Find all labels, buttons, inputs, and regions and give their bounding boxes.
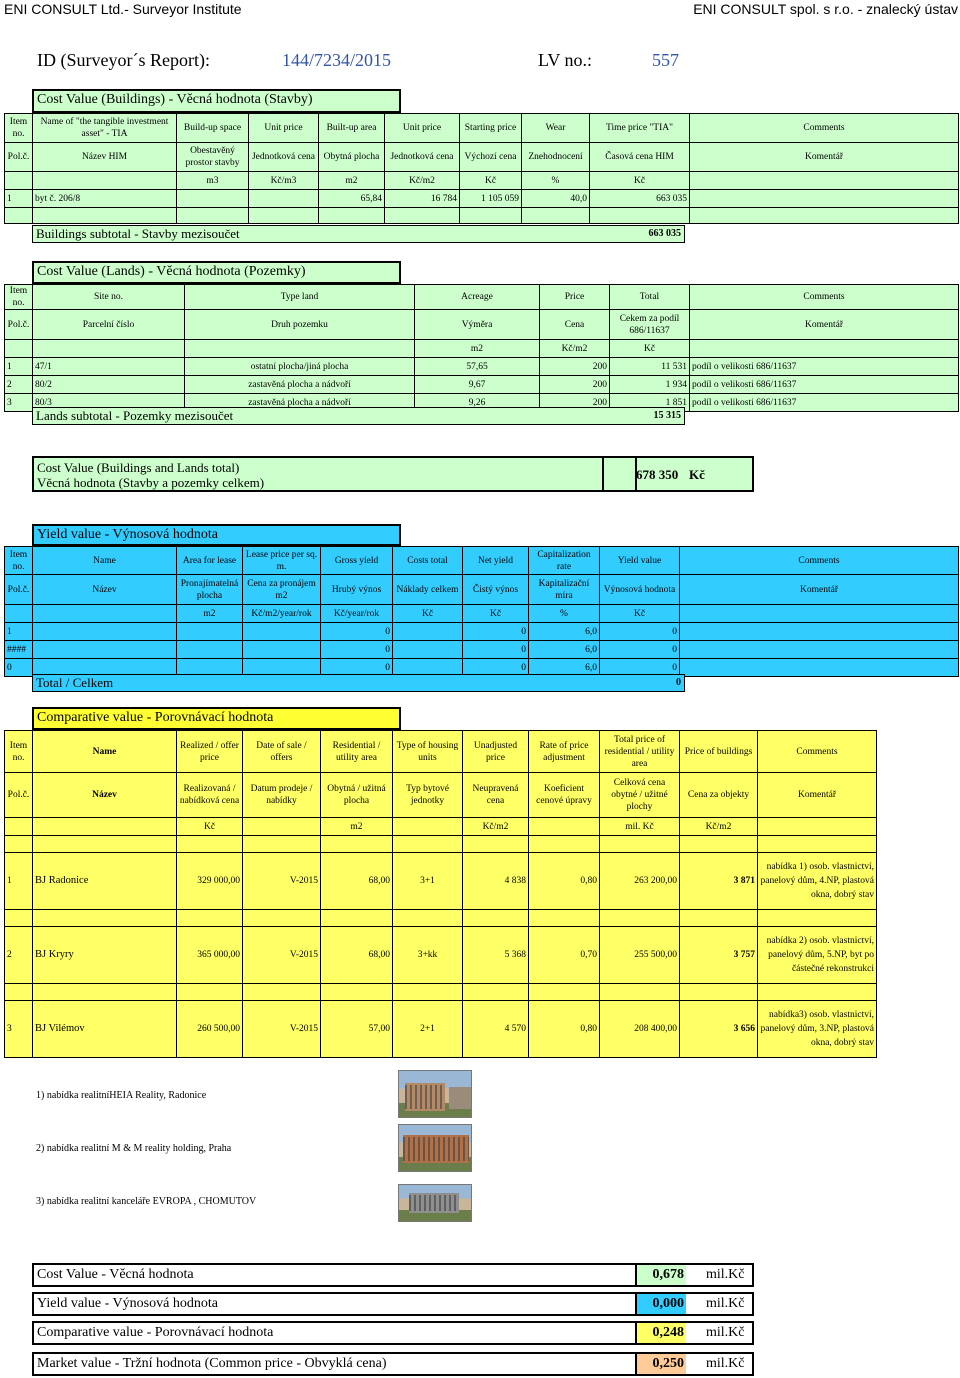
- table-cell: 663 035: [590, 190, 690, 208]
- unit-cell: [33, 605, 177, 623]
- table-cell: 68,00: [321, 927, 393, 984]
- table-cell: 47/1: [33, 358, 185, 376]
- header-cell: Cena za pronájem m2: [243, 575, 321, 605]
- unit-cell: %: [529, 605, 600, 623]
- table-cell: 40,0: [522, 190, 590, 208]
- table-cell: V-2015: [243, 1001, 321, 1058]
- header-cell: Comments: [690, 114, 959, 143]
- table-row: [5, 927, 877, 984]
- header-cell: Znehodnocení: [522, 143, 590, 172]
- unit-cell: [185, 340, 415, 358]
- buildings-subtotal: [32, 225, 685, 243]
- header-cell: Výchozí cena: [460, 143, 522, 172]
- header-cell: Total price of residential / utility area: [600, 731, 680, 773]
- table-cell: 3+1: [393, 853, 463, 910]
- buildings-units: [5, 172, 959, 190]
- table-cell: 2: [5, 376, 33, 394]
- header-cell: Comments: [680, 547, 959, 575]
- table-cell: 0: [600, 659, 680, 677]
- unit-cell: Kč: [600, 605, 680, 623]
- table-cell: zastavěná plocha a nádvoří: [185, 376, 415, 394]
- header-cell: Obestavěný prostor stavby: [177, 143, 249, 172]
- unit-cell: [243, 818, 321, 836]
- table-cell: ostatní plocha/jiná plocha: [185, 358, 415, 376]
- table-cell: 6,0: [529, 623, 600, 641]
- unit-cell: Kč/year/rok: [321, 605, 393, 623]
- table-cell: 57,00: [321, 1001, 393, 1058]
- lv-label: LV no.:: [538, 50, 593, 70]
- cost-total-line1: Cost Value (Buildings and Lands total): [37, 460, 240, 475]
- unit-cell: [5, 172, 33, 190]
- lands-subtotal-label: Lands subtotal - Pozemky mezisoučet: [36, 408, 234, 423]
- table-cell: 2+1: [393, 1001, 463, 1058]
- offer-note-1: 1) nabídka realitníHEIA Reality, Radonice: [36, 1090, 207, 1101]
- report-id-value: 144/7234/2015: [282, 50, 392, 70]
- header-cell: Čistý výnos: [463, 575, 529, 605]
- table-cell: [680, 641, 959, 659]
- unit-cell: [5, 340, 33, 358]
- header-cell: Celková cena obytné / užitné plochy: [600, 773, 680, 818]
- table-row: [5, 1001, 877, 1058]
- table-cell: 0: [321, 623, 393, 641]
- table-cell: 2: [5, 927, 33, 984]
- unit-cell: m2: [415, 340, 540, 358]
- header-cell: Realized / offer price: [177, 731, 243, 773]
- header-cell: Výměra: [415, 310, 540, 340]
- summary-value: 0,678: [637, 1265, 686, 1285]
- cost-total-line2: Věcná hodnota (Stavby a pozemky celkem): [37, 475, 265, 490]
- table-row: [5, 641, 959, 659]
- table-cell: 0: [600, 641, 680, 659]
- table-cell: 329 000,00: [177, 853, 243, 910]
- table-cell: 0: [5, 659, 33, 677]
- unit-cell: Kč: [460, 172, 522, 190]
- header-cell: Výnosová hodnota: [600, 575, 680, 605]
- table-cell: 57,65: [415, 358, 540, 376]
- table-cell: 0: [463, 641, 529, 659]
- header-cell: Obytná / užitná plocha: [321, 773, 393, 818]
- header-cell: Starting price: [460, 114, 522, 143]
- header-cell: Neupravená cena: [463, 773, 529, 818]
- table-cell: podíl o velikosti 686/11637: [690, 358, 959, 376]
- yield-total-label: Total / Celkem: [36, 675, 114, 690]
- table-cell: [243, 623, 321, 641]
- summary-unit: mil.Kč: [706, 1267, 745, 1282]
- table-cell: 1 851: [610, 394, 690, 412]
- header-cell: Price: [540, 285, 610, 310]
- comparative-table: [4, 730, 877, 1058]
- offer-photo-3: [398, 1184, 472, 1222]
- table-cell: [177, 623, 243, 641]
- lands-title: Cost Value (Lands) - Věcná hodnota (Pozemky): [32, 261, 401, 284]
- summary-unit: mil.Kč: [706, 1356, 745, 1371]
- table-cell: 0: [463, 659, 529, 677]
- unit-cell: Kč: [610, 340, 690, 358]
- table-cell: zastavěná plocha a nádvoří: [185, 394, 415, 412]
- header-cell: Cena za objekty: [680, 773, 758, 818]
- summary-comparative: [32, 1321, 754, 1345]
- summary-unit: mil.Kč: [706, 1325, 745, 1340]
- summary-unit: mil.Kč: [706, 1296, 745, 1311]
- table-cell: 65,84: [319, 190, 385, 208]
- cost-total-box: [32, 456, 754, 492]
- header-cell: Name: [33, 547, 177, 575]
- table-cell: V-2015: [243, 927, 321, 984]
- header-cell: Realizovaná / nabídková cena: [177, 773, 243, 818]
- table-cell: 0,80: [529, 853, 600, 910]
- table-cell: 0: [600, 623, 680, 641]
- table-cell: 0,70: [529, 927, 600, 984]
- buildings-head-cz: [5, 143, 959, 172]
- buildings-table: [4, 113, 959, 224]
- table-cell: 365 000,00: [177, 927, 243, 984]
- header-cell: Název: [33, 773, 177, 818]
- table-cell: 9,26: [415, 394, 540, 412]
- table-cell: podíl o velikosti 686/11637: [690, 376, 959, 394]
- header-cell: Časová cena HIM: [590, 143, 690, 172]
- header-cell: Komentář: [690, 143, 959, 172]
- table-cell: 200: [540, 394, 610, 412]
- table-cell: 3 757: [680, 927, 758, 984]
- header-cell: Typ bytové jednotky: [393, 773, 463, 818]
- header-cell: Yield value: [600, 547, 680, 575]
- unit-cell: Kč: [463, 605, 529, 623]
- buildings-title: Cost Value (Buildings) - Věcná hodnota (Stavby): [32, 89, 401, 113]
- header-cell: Price of buildings: [680, 731, 758, 773]
- unit-cell: [758, 818, 877, 836]
- header-cell: Kapitalizační míra: [529, 575, 600, 605]
- table-cell: [690, 190, 959, 208]
- lands-units: [5, 340, 959, 358]
- unit-cell: Kč/m3: [249, 172, 319, 190]
- header-cell: Area for lease: [177, 547, 243, 575]
- lands-subtotal-value: 15 315: [653, 410, 681, 421]
- table-cell: 1: [5, 623, 33, 641]
- summary-value: 0,248: [637, 1323, 686, 1343]
- unit-cell: [690, 172, 959, 190]
- lands-head-cz: [5, 310, 959, 340]
- comparative-head-cz: [5, 773, 877, 818]
- unit-cell: m2: [177, 605, 243, 623]
- offer-note-3: 3) nabídka realitní kanceláře EVROPA , CHOMUTOV: [36, 1196, 257, 1207]
- header-cell: Comments: [690, 285, 959, 310]
- buildings-subtotal-label: Buildings subtotal - Stavby mezisoučet: [36, 226, 240, 241]
- unit-cell: Kč/m2: [463, 818, 529, 836]
- header-cell: Název HIM: [33, 143, 177, 172]
- header-cell: Item no.: [5, 114, 33, 143]
- table-cell: 5 368: [463, 927, 529, 984]
- table-cell: [33, 623, 177, 641]
- table-cell: 1: [5, 853, 33, 910]
- table-cell: 0,80: [529, 1001, 600, 1058]
- yield-total-value: 0: [676, 677, 681, 688]
- table-cell: nabídka 1) osob. vlastnictví, panelový dům, 4.NP, plastová okna, dobrý stav: [758, 853, 877, 910]
- header-cell: Net yield: [463, 547, 529, 575]
- unit-cell: [529, 818, 600, 836]
- summary-label: Cost Value - Věcná hodnota: [37, 1267, 194, 1282]
- table-row: [5, 623, 959, 641]
- header-cell: Type land: [185, 285, 415, 310]
- summary-value: 0,250: [637, 1354, 686, 1374]
- header-cell: Item no.: [5, 731, 33, 773]
- header-cell: Unit price: [385, 114, 460, 143]
- header-cell: Rate of price adjustment: [529, 731, 600, 773]
- table-cell: 11 531: [610, 358, 690, 376]
- unit-cell: [5, 605, 33, 623]
- unit-cell: [33, 172, 177, 190]
- header-cell: Komentář: [680, 575, 959, 605]
- header-cell: Name of "the tangible investment asset" - TIA: [33, 114, 177, 143]
- yield-title: Yield value - Výnosová hodnota: [32, 524, 401, 546]
- unit-cell: [393, 818, 463, 836]
- header-cell: Cekem za podíl 686/11637: [610, 310, 690, 340]
- table-cell: 4 838: [463, 853, 529, 910]
- table-cell: 1 105 059: [460, 190, 522, 208]
- header-cell: Total: [610, 285, 690, 310]
- report-id-label: ID (Surveyor´s Report):: [37, 50, 210, 70]
- header-cell: Pol.č.: [5, 773, 33, 818]
- yield-head-cz: [5, 575, 959, 605]
- header-cell: Item no.: [5, 547, 33, 575]
- header-cell: Parcelní číslo: [33, 310, 185, 340]
- header-cell: Item no.: [5, 285, 33, 310]
- unit-cell: [33, 340, 185, 358]
- table-cell: [680, 623, 959, 641]
- unit-cell: m2: [319, 172, 385, 190]
- table-cell: 9,67: [415, 376, 540, 394]
- summary-yield: [32, 1292, 754, 1316]
- table-cell: 255 500,00: [600, 927, 680, 984]
- header-cell: Capitalization rate: [529, 547, 600, 575]
- header-cell: Type of housing units: [393, 731, 463, 773]
- table-row: [5, 190, 959, 208]
- table-cell: 80/2: [33, 376, 185, 394]
- table-cell: 1 934: [610, 376, 690, 394]
- header-cell: Gross yield: [321, 547, 393, 575]
- table-row: [5, 358, 959, 376]
- header-cell: Name: [33, 731, 177, 773]
- header-cell: Komentář: [690, 310, 959, 340]
- unit-cell: mil. Kč: [600, 818, 680, 836]
- table-cell: [680, 659, 959, 677]
- table-cell: BJ Kryry: [33, 927, 177, 984]
- yield-head-en: [5, 547, 959, 575]
- header-cell: Built-up area: [319, 114, 385, 143]
- table-cell: [393, 623, 463, 641]
- table-cell: 200: [540, 376, 610, 394]
- table-row: [5, 853, 877, 910]
- table-cell: V-2015: [243, 853, 321, 910]
- table-cell: 208 400,00: [600, 1001, 680, 1058]
- table-cell: 263 200,00: [600, 853, 680, 910]
- cost-total-value: 678 350: [636, 467, 679, 482]
- header-left: ENI CONSULT Ltd.- Surveyor Institute: [4, 1, 242, 17]
- summary-market: [32, 1352, 754, 1376]
- table-cell: nabídka 2) osob. vlastnictví, panelový dům, 5.NP, byt po částečné rekonstrukci: [758, 927, 877, 984]
- yield-total: [32, 674, 685, 692]
- summary-label: Market value - Tržní hodnota (Common price - Obvyklá cena): [37, 1356, 387, 1371]
- offer-note-2: 2) nabídka realitní M & M reality holding, Praha: [36, 1143, 232, 1154]
- header-cell: Datum prodeje / nabídky: [243, 773, 321, 818]
- header-right: ENI CONSULT spol. s r.o. - znalecký ústav: [693, 1, 958, 17]
- table-cell: 260 500,00: [177, 1001, 243, 1058]
- unit-cell: m2: [321, 818, 393, 836]
- table-cell: [249, 190, 319, 208]
- buildings-subtotal-value: 663 035: [648, 228, 681, 239]
- table-cell: 3: [5, 1001, 33, 1058]
- lands-subtotal: [32, 407, 685, 425]
- lv-value: 557: [652, 50, 679, 70]
- table-cell: 3 656: [680, 1001, 758, 1058]
- unit-cell: Kč: [590, 172, 690, 190]
- header-cell: Date of sale / offers: [243, 731, 321, 773]
- lands-head-en: [5, 285, 959, 310]
- table-cell: 3 871: [680, 853, 758, 910]
- header-cell: Cena: [540, 310, 610, 340]
- unit-cell: [690, 340, 959, 358]
- header-cell: Obytná plocha: [319, 143, 385, 172]
- cost-total-currency: Kč: [689, 467, 705, 482]
- table-cell: BJ Radonice: [33, 853, 177, 910]
- unit-cell: Kč/m2: [385, 172, 460, 190]
- buildings-head-en: [5, 114, 959, 143]
- table-cell: 1: [5, 190, 33, 208]
- table-cell: ####: [5, 641, 33, 659]
- header-cell: Hrubý výnos: [321, 575, 393, 605]
- comparative-title: Comparative value - Porovnávací hodnota: [32, 707, 401, 730]
- offer-photo-1: [398, 1070, 472, 1118]
- table-cell: 16 784: [385, 190, 460, 208]
- header-cell: Time price "TIA": [590, 114, 690, 143]
- unit-cell: Kč: [177, 818, 243, 836]
- unit-cell: m3: [177, 172, 249, 190]
- table-cell: 0: [463, 623, 529, 641]
- table-cell: 1: [5, 358, 33, 376]
- header-cell: Residential / utility area: [321, 731, 393, 773]
- header-cell: Unadjusted price: [463, 731, 529, 773]
- table-cell: [177, 190, 249, 208]
- header-cell: Pol.č.: [5, 575, 33, 605]
- summary-label: Comparative value - Porovnávací hodnota: [37, 1325, 274, 1340]
- table-cell: 200: [540, 358, 610, 376]
- unit-cell: Kč/m2: [680, 818, 758, 836]
- header-cell: Jednotková cena: [385, 143, 460, 172]
- header-cell: Pol.č.: [5, 310, 33, 340]
- unit-cell: Kč: [393, 605, 463, 623]
- unit-cell: [33, 818, 177, 836]
- header-cell: Lease price per sq. m.: [243, 547, 321, 575]
- unit-cell: Kč/m2: [540, 340, 610, 358]
- unit-cell: [5, 818, 33, 836]
- summary-value: 0,000: [637, 1294, 686, 1314]
- header-cell: Pronajímatelná plocha: [177, 575, 243, 605]
- header-cell: Costs total: [393, 547, 463, 575]
- comparative-units: [5, 818, 877, 836]
- header-cell: Název: [33, 575, 177, 605]
- table-cell: 6,0: [529, 641, 600, 659]
- table-cell: 3: [5, 394, 33, 412]
- header-cell: Náklady celkem: [393, 575, 463, 605]
- table-cell: BJ Vilémov: [33, 1001, 177, 1058]
- header-cell: Druh pozemku: [185, 310, 415, 340]
- table-cell: [393, 641, 463, 659]
- unit-cell: [680, 605, 959, 623]
- table-cell: [243, 641, 321, 659]
- header-cell: Pol.č.: [5, 143, 33, 172]
- table-cell: nabídka3) osob. vlastnictví, panelový dům, 3.NP, plastová okna, dobrý stav: [758, 1001, 877, 1058]
- header-cell: Jednotková cena: [249, 143, 319, 172]
- table-cell: 6,0: [529, 659, 600, 677]
- table-cell: 3+kk: [393, 927, 463, 984]
- header-cell: Acreage: [415, 285, 540, 310]
- table-cell: 68,00: [321, 853, 393, 910]
- table-cell: podíl o velikosti 686/11637: [690, 394, 959, 412]
- table-cell: [177, 641, 243, 659]
- table-cell: 80/3: [33, 394, 185, 412]
- header-cell: Komentář: [758, 773, 877, 818]
- table-row: [5, 376, 959, 394]
- offer-photo-2: [398, 1124, 472, 1172]
- lands-table: [4, 284, 959, 412]
- header-cell: Wear: [522, 114, 590, 143]
- header-cell: Comments: [758, 731, 877, 773]
- header-cell: Unit price: [249, 114, 319, 143]
- table-cell: 4 570: [463, 1001, 529, 1058]
- unit-cell: Kč/m2/year/rok: [243, 605, 321, 623]
- yield-units: [5, 605, 959, 623]
- table-cell: 0: [321, 659, 393, 677]
- table-cell: 0: [321, 641, 393, 659]
- header-cell: Site no.: [33, 285, 185, 310]
- header-cell: Koeficient cenové úpravy: [529, 773, 600, 818]
- unit-cell: %: [522, 172, 590, 190]
- summary-label: Yield value - Výnosová hodnota: [37, 1296, 218, 1311]
- summary-cost: [32, 1263, 754, 1287]
- table-cell: [33, 641, 177, 659]
- table-cell: byt č. 206/8: [33, 190, 177, 208]
- yield-table: [4, 546, 959, 677]
- comparative-head-en: [5, 731, 877, 773]
- header-cell: Build-up space: [177, 114, 249, 143]
